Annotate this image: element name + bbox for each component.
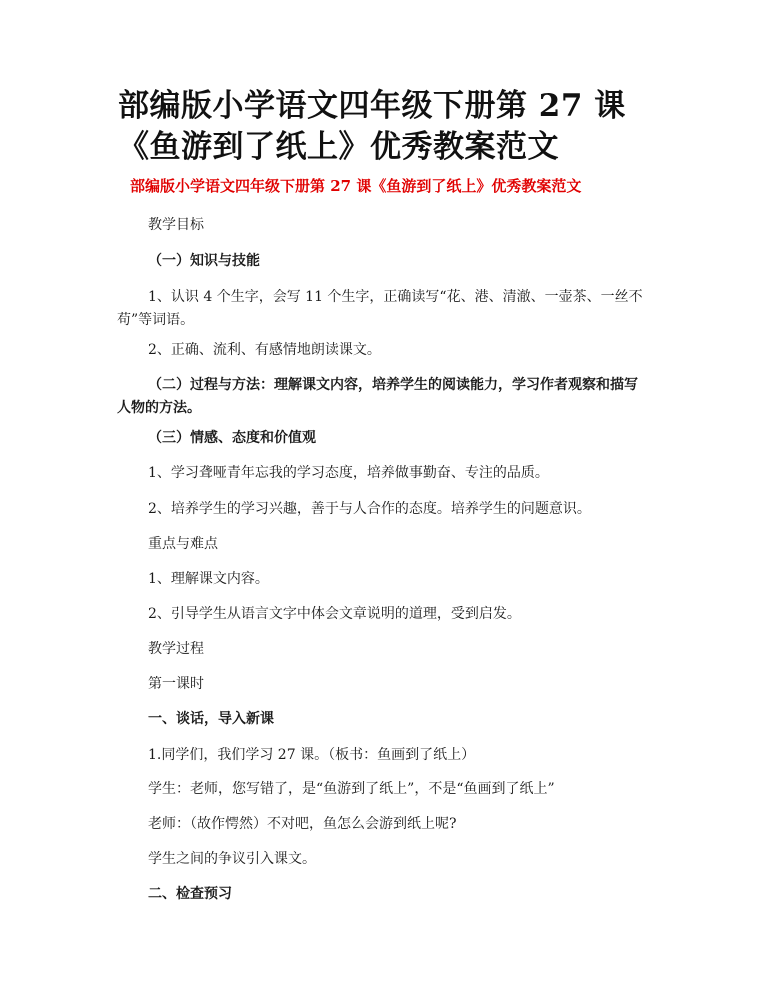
paragraph-key-point-2: 2、引导学生从语言文字中体会文章说明的道理，受到启发。 [148,606,521,622]
paragraph-goal-2: 2、正确、流利、有感情地朗读课文。 [148,342,381,358]
paragraph-step-1: 1.同学们，我们学习 27 课。（板书：鱼画到了纸上） [148,747,476,763]
heading-section-1: 一、谈话，导入新课 [148,711,274,727]
paragraph-teaching-goals: 教学目标 [148,217,204,233]
heading-process-method: （二）过程与方法：理解课文内容，培养学生的阅读能力，学习作者观察和描写人物的方法。 [117,377,638,416]
paragraph-key-points: 重点与难点 [148,536,218,552]
paragraph-emotion-1: 1、学习聋哑青年忘我的学习态度，培养做事勤奋、专注的品质。 [148,465,549,481]
paragraph-teacher-reply: 老师：（故作愕然）不对吧，鱼怎么会游到纸上呢? [148,816,457,832]
heading-section-2: 二、检查预习 [148,886,232,902]
paragraph-goal-1: 1、认识 4 个生字，会写 11 个生字，正确读写“花、港、清澈、一壶茶、一丝不苟”等词语。 [117,289,643,328]
heading-emotion-values: （三）情感、态度和价值观 [148,430,316,446]
paragraph-emotion-2: 2、培养学生的学习兴趣，善于与人合作的态度。培养学生的问题意识。 [148,501,591,517]
paragraph-first-lesson: 第一课时 [148,676,204,692]
paragraph-teaching-process: 教学过程 [148,641,204,657]
paragraph-student-reply: 学生：老师，您写错了，是“鱼游到了纸上”，不是“鱼画到了纸上” [148,781,555,797]
heading-knowledge-skills: （一）知识与技能 [148,253,260,269]
red-subtitle: 部编版小学语文四年级下册第 27 课《鱼游到了纸上》优秀教案范文 [130,177,582,195]
page-title: 部编版小学语文四年级下册第 27 课《鱼游到了纸上》优秀教案范文 [118,88,626,165]
paragraph-key-point-1: 1、理解课文内容。 [148,571,269,587]
paragraph-debate-intro: 学生之间的争议引入课文。 [148,851,316,867]
